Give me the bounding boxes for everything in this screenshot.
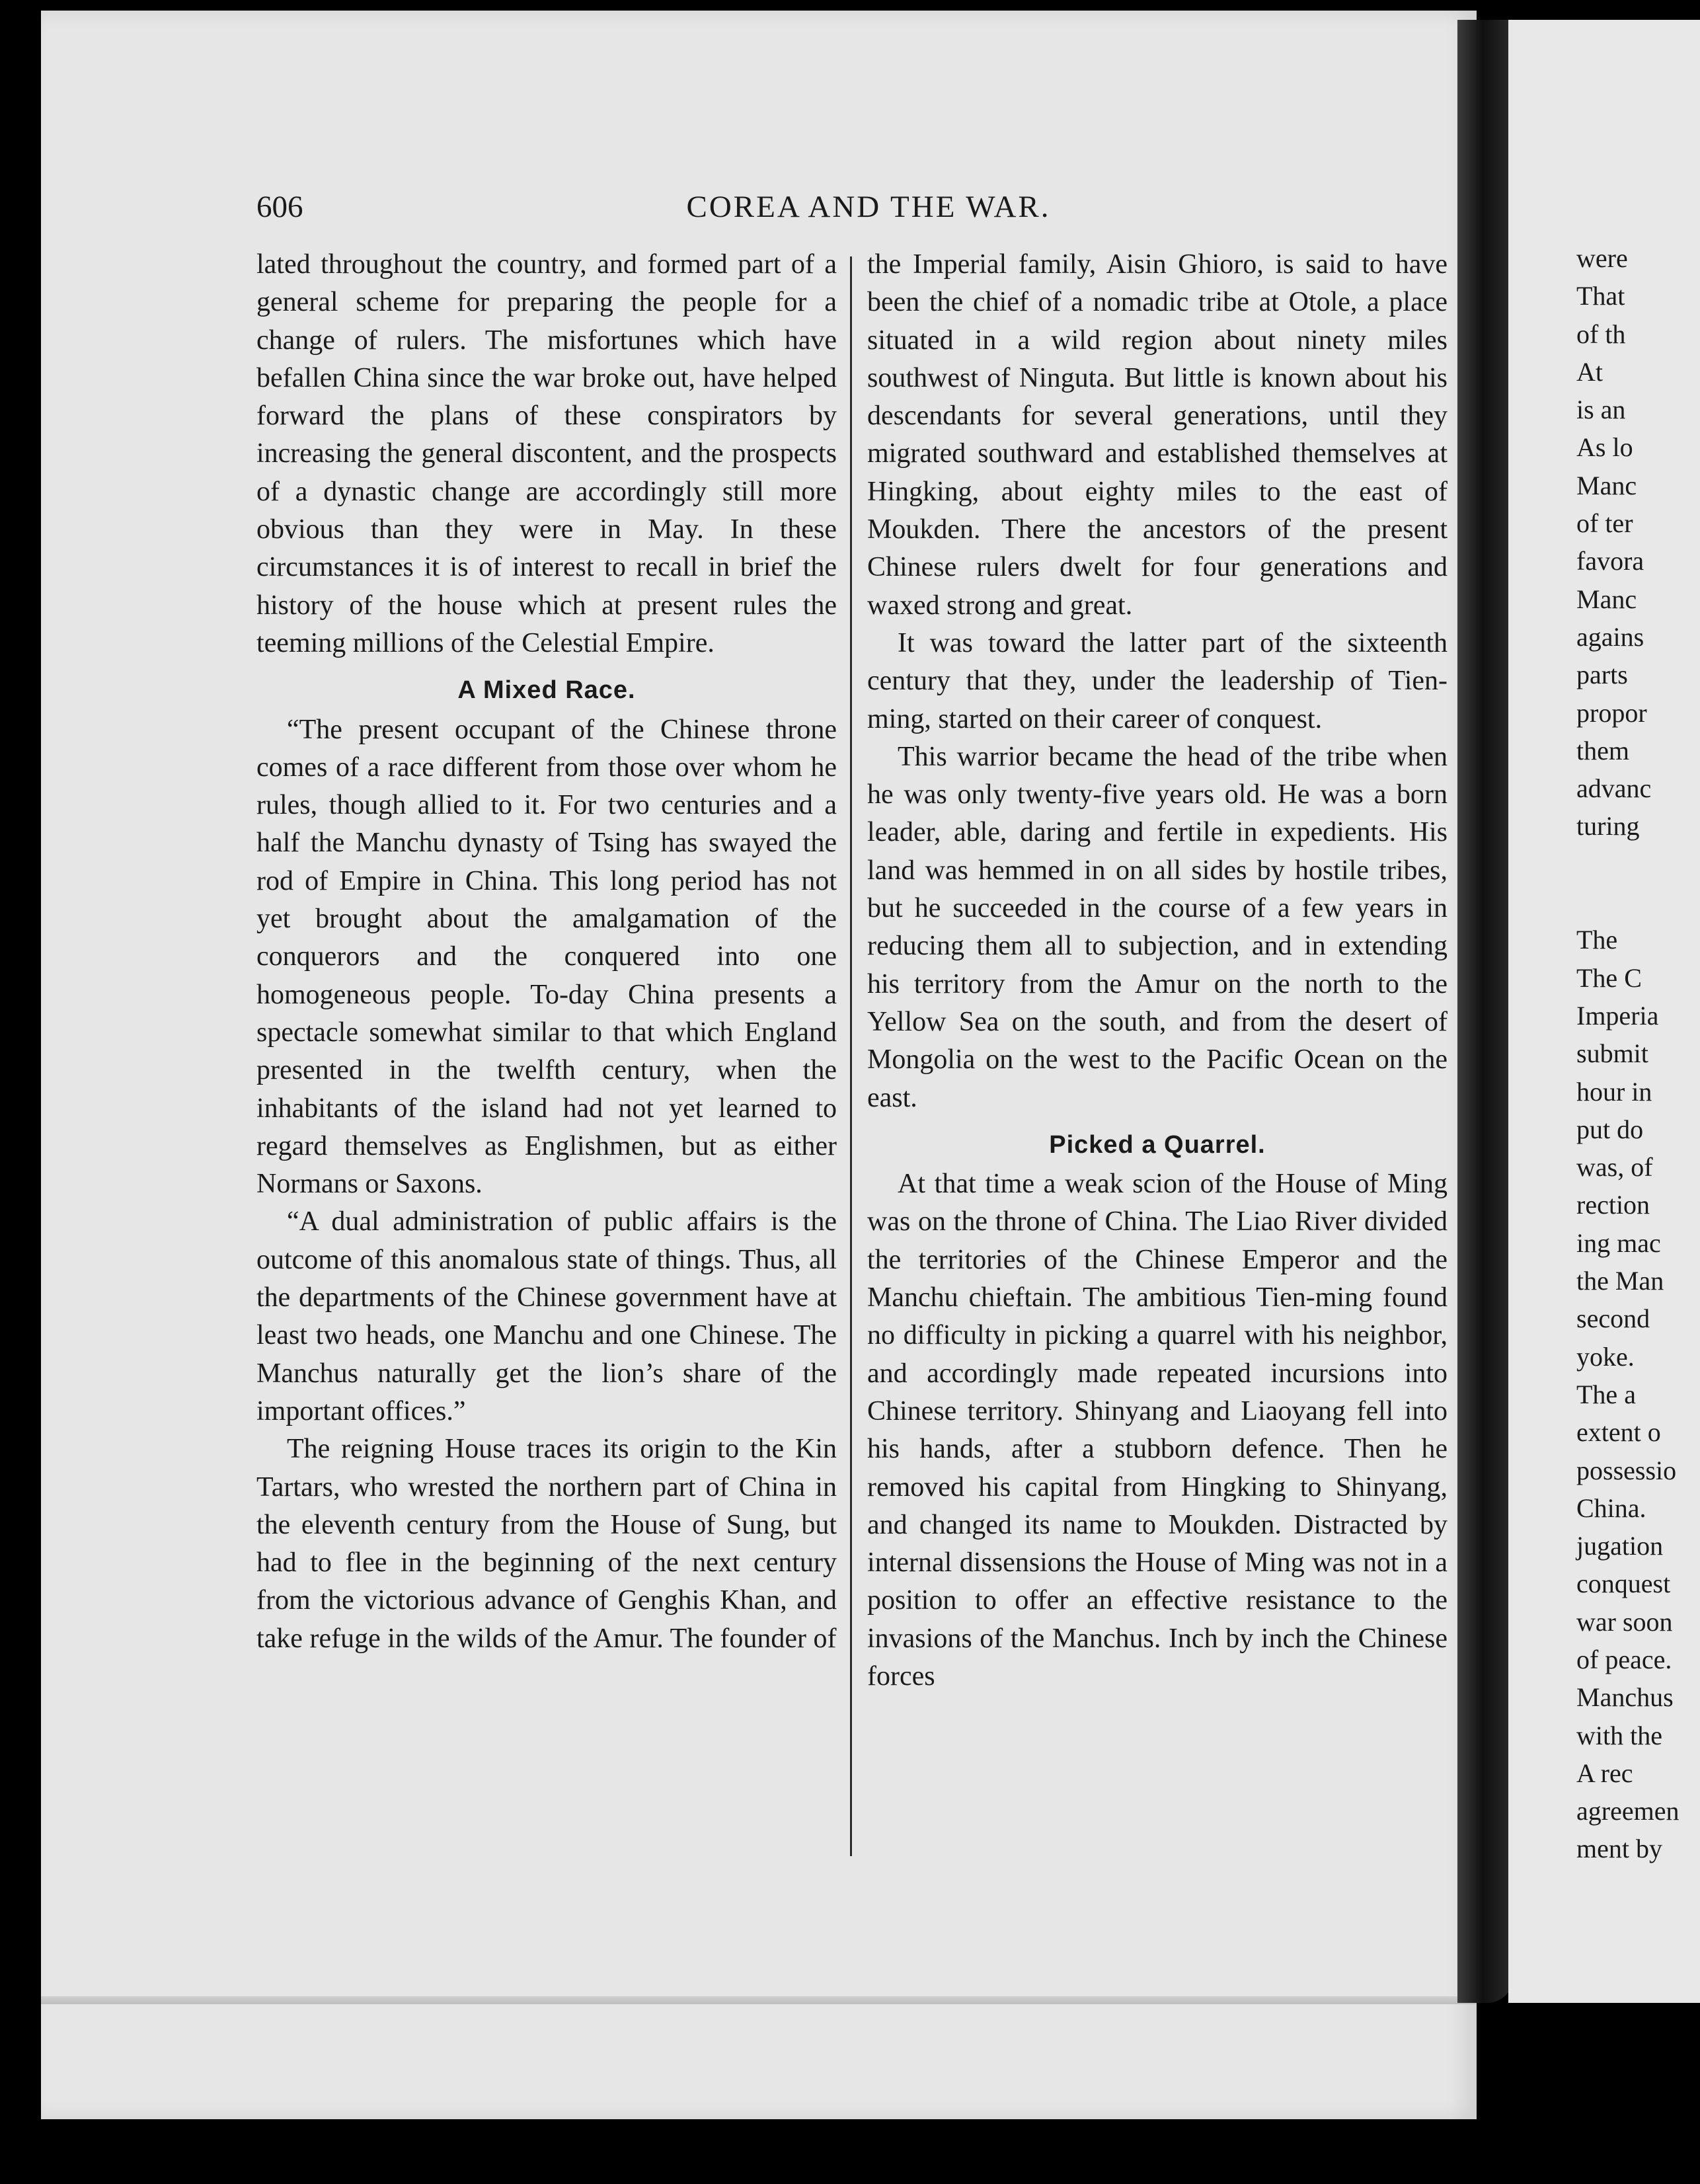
facing-line: Imperia [1576, 1000, 1659, 1031]
column-rule [850, 256, 852, 1856]
paragraph: It was toward the latter part of the sixteenth century that they, under the leadership of Tien-ming, started on their career of conquest. [867, 627, 1448, 734]
facing-line: hour in [1576, 1076, 1652, 1107]
facing-line: turing [1576, 811, 1640, 841]
facing-line: Manc [1576, 470, 1637, 500]
facing-line: of ter [1576, 508, 1633, 539]
facing-line: rection [1576, 1190, 1650, 1220]
facing-line: with the [1576, 1720, 1662, 1750]
facing-line: them [1576, 735, 1629, 765]
facing-line: war soon [1576, 1606, 1673, 1637]
facing-line: the Man [1576, 1266, 1664, 1296]
facing-line: A rec [1576, 1758, 1633, 1788]
facing-line: yoke. [1576, 1341, 1635, 1372]
running-title: COREA AND THE WAR. [686, 190, 1051, 224]
facing-line: extent o [1576, 1417, 1661, 1448]
left-text-column [256, 246, 837, 1658]
facing-line: The a [1576, 1379, 1636, 1409]
book-gutter [1457, 20, 1514, 2003]
facing-line: parts [1576, 660, 1628, 690]
facing-line: second [1576, 1304, 1650, 1334]
paragraph: lated throughout the country, and formed part of a general scheme for preparing the people for a change of rulers. The misfortunes which have befallen China since the war broke out, have helped forward the plans of these conspirators by increasing the general discontent, and the prospects of a dynastic change are accordingly still more obvious than they were in May. In these circumstances it is of interest to recall in brief the history of the house which at present rules the teeming millions of the Celestial Empire. [256, 249, 837, 658]
paragraph: “The present occupant of the Chinese throne comes of a race different from those over whom he rules, though allied to it. For two centuries and a half the Manchu dynasty of Tsing has swayed the rod of Empire in China. This long period has not yet brought about the amalgamation of the conquerors and the conquered into one homogeneous people. To-day China presents a spectacle somewhat similar to that which England presented in the twelfth century, when the inhabitants of the island had not yet learned to regard themselves as Englishmen, but as either Normans or Saxons. [256, 714, 837, 1200]
facing-line: At [1576, 356, 1603, 387]
facing-line: The C [1576, 962, 1642, 993]
section-heading: A Mixed Race. [457, 676, 636, 705]
facing-line: agreemen [1576, 1796, 1680, 1826]
facing-line: were [1576, 243, 1628, 273]
paragraph: The reigning House traces its origin to the Kin Tartars, who wrested the northern part of China in the eleventh century from the House of Sung, but had to flee in the beginning of the next century from the victorious advance of Genghis Khan, and take refuge in the wilds of the Amur. The founder of [256, 1434, 837, 1654]
facing-line: submit [1576, 1038, 1648, 1069]
paragraph: the Imperial family, Aisin Ghioro, is said to have been the chief of a nomadic tribe at Otole, a place situated in a wild region about ninety miles southwest of Ninguta. But little is known about his descendants for several generations, until they migrated southward and established themselves at Hingking, about eighty miles to the east of Moukden. There the ancestors of the present Chinese rulers dwelt for four generations and waxed strong and great. [867, 249, 1448, 621]
facing-line: As lo [1576, 432, 1633, 463]
facing-line: propor [1576, 697, 1647, 728]
facing-line: China. [1576, 1493, 1646, 1523]
paragraph: “A dual administration of public affairs is the outcome of this anomalous state of things. Thus, all the departments of the Chinese government have at least two heads, one Manchu and one Chinese. The Manchus naturally get the lion’s share of the important offices.” [256, 1206, 837, 1426]
facing-line: Manchus [1576, 1682, 1674, 1713]
facing-line: agains [1576, 621, 1644, 652]
facing-line: is an [1576, 395, 1626, 425]
page-number: 606 [256, 190, 303, 224]
facing-line [1576, 883, 1700, 921]
facing-line: Manc [1576, 584, 1637, 614]
facing-line: favora [1576, 546, 1644, 576]
paragraph: This warrior became the head of the tribe when he was only twenty-five years old. He was a born leader, able, daring and fertile in expedients. His land was hemmed in on all sides by hostile tribes, but he succeeded in the course of a few years in reducing them all to subjection, and in extending his territory from the Amur on the north to the Yellow Sea on the south, and from the desert of Mongolia on the west to the Pacific Ocean on the east. [867, 741, 1448, 1113]
facing-line: ing mac [1576, 1228, 1661, 1258]
facing-line: conquest [1576, 1569, 1671, 1599]
facing-line: of th [1576, 319, 1626, 349]
facing-line [1576, 845, 1700, 883]
paragraph: At that time a weak scion of the House of Ming was on the throne of China. The Liao River divided the territories of the Chinese Emperor and the Manchu chieftain. The ambitious Tien-ming found no difficulty in picking a quarrel with his neighbor, and accordingly made repeated incursions into Chinese territory. Shinyang and Liaoyang fell into his hands, after a stubborn defence. Then he removed his capital from Hingking to Shinyang, and changed its name to Moukden. Distracted by internal dissensions the House of Ming was not in a position to offer an effective resistance to the invasions of the Manchus. Inch by inch the Chinese forces [867, 1169, 1448, 1692]
facing-line: jugation [1576, 1531, 1664, 1561]
facing-line: was, of [1576, 1152, 1653, 1183]
facing-line: The [1576, 925, 1618, 955]
facing-line: That [1576, 281, 1625, 311]
page-bottom-edge [41, 1996, 1477, 2004]
facing-line: ment by [1576, 1834, 1662, 1864]
facing-page-text [1576, 239, 1700, 1868]
facing-line: advanc [1576, 773, 1652, 804]
facing-line: put do [1576, 1114, 1644, 1144]
running-head [256, 189, 1481, 229]
right-text-column [867, 246, 1448, 1696]
facing-line: possessio [1576, 1455, 1677, 1485]
facing-line: of peace. [1576, 1644, 1672, 1674]
section-heading: Picked a Quarrel. [1049, 1130, 1266, 1159]
